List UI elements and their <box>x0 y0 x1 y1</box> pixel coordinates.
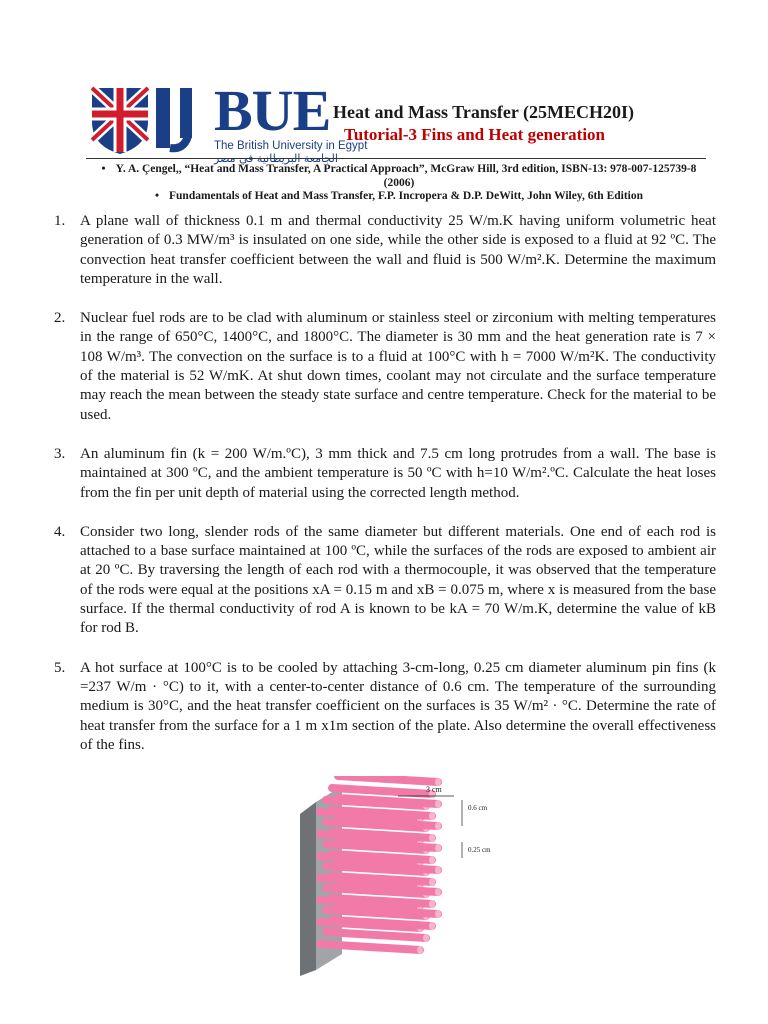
pin-fin-tip <box>417 946 423 954</box>
problem-number: 1. <box>54 213 66 229</box>
pin-fin-tip <box>435 822 441 830</box>
tutorial-title: Tutorial-3 Fins and Heat generation <box>344 125 605 144</box>
problem-text: An aluminum fin (k = 200 W/m.ºC), 3 mm thick and 7.5 cm long protrudes from a wall. The base is maintained at 300 ºC, and the ambient temperature is 50 ºC with h=10 W/m².ºC. Calculate the heat loses from the fin per unit depth of material using the corrected length method. <box>80 445 716 501</box>
logo-arabic-name: الجامعة البريطانية في مصر <box>214 152 338 165</box>
pin-fin-tip <box>423 934 429 942</box>
references-list <box>86 163 712 204</box>
problem-text: Consider two long, slender rods of the same diameter but different materials. One end of each rod is attached to a base surface maintained at 100 ºC, while the surfaces of the rods are exposed to ambient air at 20 ºC. By traversing the length of each rod with a thermocouple, it was observed that the temperature of the rods were equal at the positions xA = 0.15 m and xB = 0.075 m, where x is measured from the base surface. If the thermal conductivity of rod A is known to be kA = 70 W/m.K, determine the value of kB for rod B. <box>80 523 716 637</box>
label-length: 3 cm <box>426 785 442 794</box>
problem-list <box>54 212 716 775</box>
problem-text: Nuclear fuel rods are to be clad with aluminum or stainless steel or zirconium with melting temperatures in the range of 650°C, 1400°C, and 1800°C. The diameter is 30 mm and the heat generation rate is 7 × 108 W/m³. The convection on the surface is to a fluid at 100°C with h = 7000 W/m²K. The conductivity of the material is 52 W/mK. At shut down times, coolant may not circulate and the surface temperature may reach the mean between the steady state surface and centre temperature. Check for the material to be used. <box>80 310 716 423</box>
pin-fin-array-figure <box>286 776 496 976</box>
problem-text: A hot surface at 100°C is to be cooled by attaching 3-cm-long, 0.25 cm diameter aluminum pin fins (k =237 W/m · °C) to it, with a center-to-center distance of 0.6 cm. The temperature of the surrounding medium is 30°C, and the heat transfer coefficient on the surfaces is 35 W/m² · °C. Determine the rate of heat transfer from the surface for a 1 m x1m section of the plate. Also determine the overall effectiveness of the fins. <box>80 659 716 753</box>
course-title: Heat and Mass Transfer (25MECH20I) <box>333 102 634 122</box>
pin-fin-tip <box>435 844 441 852</box>
problem-item <box>54 523 716 639</box>
pin-fin-tip <box>429 878 435 886</box>
logo-english-name: The British University in Egypt <box>214 140 368 152</box>
problem-number: 4. <box>54 523 66 540</box>
pin-fin-tip <box>435 866 441 874</box>
reference-text: Fundamentals of Heat and Mass Transfer, F.P. Incropera & D.P. DeWitt, John Wiley, 6th Edition <box>169 190 644 202</box>
problem-item <box>54 212 716 289</box>
problem-number: 3. <box>54 445 66 462</box>
reference-item <box>86 190 712 204</box>
problem-item <box>54 309 716 425</box>
pin-fin-tip <box>435 888 441 896</box>
header-divider <box>86 158 706 159</box>
label-diameter-value: 0.25 cm <box>468 846 491 854</box>
problem-number: 2. <box>54 310 66 327</box>
pin-fin <box>338 776 438 782</box>
pin-fin-tip <box>429 812 435 820</box>
bue-logo <box>88 78 368 165</box>
university-crest-icon <box>88 84 208 156</box>
bullet-icon: • <box>154 190 159 202</box>
problem-item <box>54 659 716 755</box>
label-pitch-value: 0.6 cm <box>468 804 488 812</box>
problem-item <box>54 445 716 503</box>
pin-fin-tip <box>435 910 441 918</box>
pin-fin <box>332 788 432 794</box>
base-plate <box>300 802 316 976</box>
pin-fin-tip <box>429 834 435 842</box>
pin-fin-tip <box>435 800 441 808</box>
logo-letters: BUE <box>214 78 331 143</box>
bullet-icon: • <box>101 163 106 175</box>
reference-item <box>86 163 712 190</box>
pin-fin-tip <box>429 856 435 864</box>
problem-number: 5. <box>54 659 66 676</box>
pin-fin-tip <box>429 922 435 930</box>
reference-text: Y. A. Çengel,, “Heat and Mass Transfer, A Practical Approach”, McGraw Hill, 3rd edition, ISBN-13: 978-007-125739-8 (2006) <box>115 163 697 189</box>
pin-fin-tip <box>429 900 435 908</box>
problem-text: A plane wall of thickness 0.1 m and thermal conductivity 25 W/m.K having uniform volumetric heat generation of 0.3 MW/m³ is insulated on one side, while the other side is exposed to a fluid at 92 ºC. The convection heat transfer coefficient between the wall and fluid is 500 W/m².K. Determine the maximum temperature in the wall. <box>80 213 716 287</box>
